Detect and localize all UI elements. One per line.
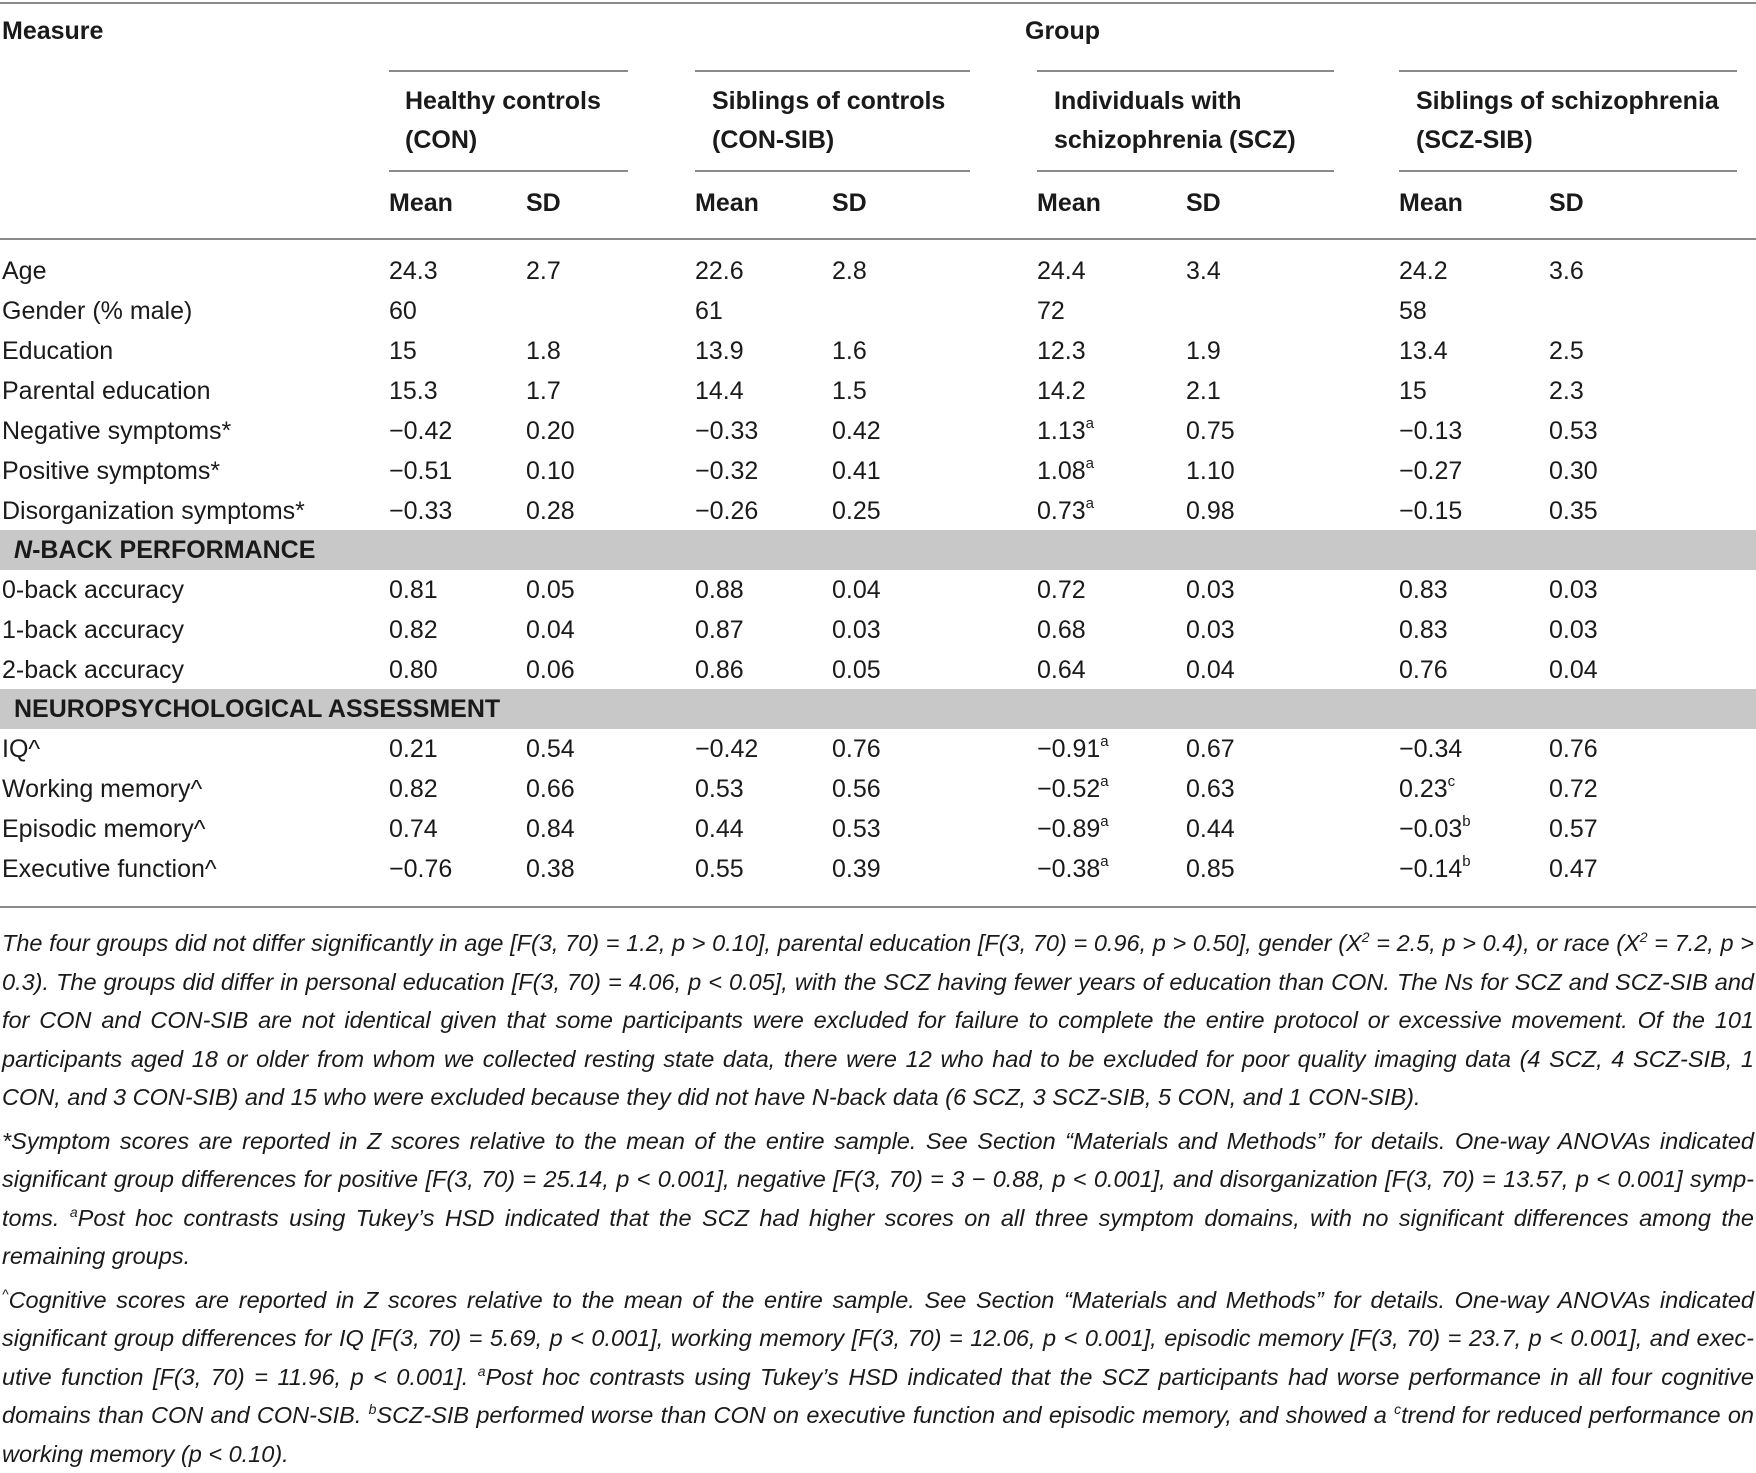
row-label: Positive symptoms* bbox=[2, 451, 220, 491]
footnote-text: Post hoc contrasts using Tukey’s HSD indicated that the SCZ participants had worse performance in all four cognitive domains than CON and CON-SIB. bbox=[2, 1364, 1754, 1429]
sd-value: 0.41 bbox=[832, 451, 881, 491]
mean-value: −0.91$^a$ bbox=[1037, 729, 1109, 769]
mean-value: 1.13$^a$ bbox=[1037, 411, 1094, 451]
mean-value: 15 bbox=[1399, 371, 1427, 411]
footnote-marker: 2 bbox=[1640, 929, 1648, 945]
sd-value: 0.04 bbox=[1186, 650, 1235, 690]
mean-header: Mean bbox=[389, 184, 453, 223]
mean-value: 0.55 bbox=[695, 849, 744, 889]
sd-value: 0.66 bbox=[526, 769, 575, 809]
sd-value: 0.54 bbox=[526, 729, 575, 769]
row-label: Age bbox=[2, 251, 46, 291]
sd-value: 0.63 bbox=[1186, 769, 1235, 809]
sd-value: 0.03 bbox=[1549, 610, 1598, 650]
mean-value: −0.42 bbox=[389, 411, 452, 451]
sd-value: 0.38 bbox=[526, 849, 575, 889]
sd-value: 0.25 bbox=[832, 491, 881, 531]
footnote-marker: ^ bbox=[2, 1286, 9, 1302]
mean-header: Mean bbox=[1399, 184, 1463, 223]
footnote-marker: a bbox=[1086, 495, 1094, 512]
mean-value: 0.83 bbox=[1399, 610, 1448, 650]
sd-value: 1.8 bbox=[526, 331, 561, 371]
sd-value: 0.10 bbox=[526, 451, 575, 491]
mean-value: 0.53 bbox=[695, 769, 744, 809]
sd-value: 0.67 bbox=[1186, 729, 1235, 769]
mean-value: 24.4 bbox=[1037, 251, 1086, 291]
group-scz-sib-title: Siblings of schizophrenia (SCZ-SIB) bbox=[1416, 82, 1719, 160]
row-label: 2-back accuracy bbox=[2, 650, 184, 690]
mean-value: −0.15 bbox=[1399, 491, 1462, 531]
sd-value: 0.57 bbox=[1549, 809, 1598, 849]
mean-value: −0.27 bbox=[1399, 451, 1462, 491]
mean-value: −0.33 bbox=[695, 411, 758, 451]
row-label: 1-back accuracy bbox=[2, 610, 184, 650]
mean-value: 0.23$^c$ bbox=[1399, 769, 1455, 809]
header-bottom-rule bbox=[0, 238, 1756, 240]
group-header: Group bbox=[1025, 12, 1100, 51]
mean-value: 61 bbox=[695, 291, 723, 331]
sd-value: 0.76 bbox=[832, 729, 881, 769]
row-label: Episodic memory^ bbox=[2, 809, 205, 849]
row-label: IQ^ bbox=[2, 729, 40, 769]
footnote-marker: c bbox=[1394, 1401, 1401, 1417]
mean-value: 0.44 bbox=[695, 809, 744, 849]
sd-value: 2.3 bbox=[1549, 371, 1584, 411]
sd-value: 0.05 bbox=[832, 650, 881, 690]
sd-value: 0.85 bbox=[1186, 849, 1235, 889]
footnote-marker: a bbox=[1100, 853, 1108, 870]
footnote-marker: a bbox=[70, 1204, 78, 1220]
mean-value: 0.76 bbox=[1399, 650, 1448, 690]
row-label: Education bbox=[2, 331, 113, 371]
sd-value: 0.03 bbox=[1549, 570, 1598, 610]
sd-value: 0.42 bbox=[832, 411, 881, 451]
table-bottom-rule bbox=[0, 906, 1756, 908]
group-rule bbox=[695, 70, 970, 72]
sd-value: 2.1 bbox=[1186, 371, 1221, 411]
footnote-marker: a bbox=[1100, 813, 1108, 830]
mean-value: −0.03$^b$ bbox=[1399, 809, 1471, 849]
mean-value: −0.51 bbox=[389, 451, 452, 491]
mean-value: 0.81 bbox=[389, 570, 438, 610]
measure-header: Measure bbox=[2, 12, 103, 51]
group-rule bbox=[389, 70, 628, 72]
sd-value: 1.9 bbox=[1186, 331, 1221, 371]
footnote-marker: a bbox=[1086, 455, 1094, 472]
mean-value: 0.64 bbox=[1037, 650, 1086, 690]
mean-value: −0.32 bbox=[695, 451, 758, 491]
footnote-marker: 2 bbox=[1362, 929, 1370, 945]
sd-value: 1.6 bbox=[832, 331, 867, 371]
group-rule bbox=[1037, 70, 1334, 72]
mean-value: −0.26 bbox=[695, 491, 758, 531]
sd-value: 0.53 bbox=[1549, 411, 1598, 451]
footnote-text: SCZ-SIB performed worse than CON on executive function and episodic memory, and showed a bbox=[376, 1402, 1394, 1428]
footnote-text: = 2.5, p > 0.4), or race (X bbox=[1370, 930, 1640, 956]
group-con-sib-title: Siblings of controls (CON-SIB) bbox=[712, 82, 945, 160]
group-rule bbox=[1399, 70, 1737, 72]
sd-value: 0.05 bbox=[526, 570, 575, 610]
mean-value: 0.86 bbox=[695, 650, 744, 690]
mean-value: 72 bbox=[1037, 291, 1065, 331]
mean-value: −0.13 bbox=[1399, 411, 1462, 451]
sd-value: 0.04 bbox=[526, 610, 575, 650]
mean-value: 12.3 bbox=[1037, 331, 1086, 371]
mean-value: 0.74 bbox=[389, 809, 438, 849]
mean-value: 14.4 bbox=[695, 371, 744, 411]
sd-header: SD bbox=[1549, 184, 1584, 223]
mean-value: −0.89$^a$ bbox=[1037, 809, 1109, 849]
mean-value: 0.88 bbox=[695, 570, 744, 610]
sd-value: 1.10 bbox=[1186, 451, 1235, 491]
sd-value: 0.53 bbox=[832, 809, 881, 849]
sd-value: 0.98 bbox=[1186, 491, 1235, 531]
sd-header: SD bbox=[526, 184, 561, 223]
mean-value: 0.68 bbox=[1037, 610, 1086, 650]
sd-value: 0.39 bbox=[832, 849, 881, 889]
row-label: Gender (% male) bbox=[2, 291, 192, 331]
sd-value: 0.84 bbox=[526, 809, 575, 849]
sd-value: 1.7 bbox=[526, 371, 561, 411]
mean-value: 22.6 bbox=[695, 251, 744, 291]
sd-value: 0.75 bbox=[1186, 411, 1235, 451]
footnote-text: Post hoc contrasts using Tukey’s HSD indicated that the SCZ had higher scores on all three symptom domains, with no significant differences among the remaining groups. bbox=[2, 1205, 1754, 1270]
footnote-text: The four groups did not differ significantly in age [F(3, 70) = 1.2, p > 0.10], parental education [F(3, 70) = 0.96, p > 0.50], gender (X bbox=[2, 930, 1362, 956]
mean-value: −0.42 bbox=[695, 729, 758, 769]
group-con-title: Healthy controls (CON) bbox=[405, 82, 601, 160]
mean-value: 15 bbox=[389, 331, 417, 371]
sd-value: 2.7 bbox=[526, 251, 561, 291]
mean-value: 58 bbox=[1399, 291, 1427, 331]
footnote-paragraph bbox=[2, 924, 1754, 1117]
sd-value: 2.8 bbox=[832, 251, 867, 291]
sd-value: 0.47 bbox=[1549, 849, 1598, 889]
sd-header: SD bbox=[832, 184, 867, 223]
footnote-paragraph bbox=[2, 1122, 1754, 1276]
table-footnotes bbox=[2, 924, 1754, 1473]
footnote-marker: b bbox=[1462, 813, 1470, 830]
group-subrule bbox=[695, 170, 970, 172]
sd-value: 0.44 bbox=[1186, 809, 1235, 849]
footnote-text: *Symptom scores are reported in Z scores relative to the mean of the entire sample. See Section “Materials and Methods” for details. One-way ANOVAs indicated significant group differences for positive [F(3, 70) = 25.14, p < 0.001], negative [F(3, 70) = 3 − 0.88, p < 0.001], and disorganization [F(3, 70) = 13.57, p < 0.001] symptoms. bbox=[2, 1128, 1754, 1231]
mean-value: 60 bbox=[389, 291, 417, 331]
sd-header: SD bbox=[1186, 184, 1221, 223]
row-label: Executive function^ bbox=[2, 849, 217, 889]
mean-value: 14.2 bbox=[1037, 371, 1086, 411]
sd-value: 0.03 bbox=[832, 610, 881, 650]
mean-header: Mean bbox=[695, 184, 759, 223]
mean-value: 0.82 bbox=[389, 769, 438, 809]
sd-value: 0.30 bbox=[1549, 451, 1598, 491]
group-scz-title: Individuals with schizophrenia (SCZ) bbox=[1054, 82, 1296, 160]
mean-value: 0.82 bbox=[389, 610, 438, 650]
sd-value: 0.35 bbox=[1549, 491, 1598, 531]
mean-value: 24.2 bbox=[1399, 251, 1448, 291]
footnote-text: Cognitive scores are reported in Z scores relative to the mean of the entire sample. See Section “Materials and Methods” for details. One-way ANOVAs indicated significant group differences for IQ [F(3, 70) = 5.69, p < 0.001], working memory [F(3, 70) = 12.06, p < 0.001], episodic memory [F(3, 70) = 23.7, p < 0.001], and executive function [F(3, 70) = 11.96, p < 0.001]. bbox=[2, 1287, 1754, 1390]
sd-value: 3.6 bbox=[1549, 251, 1584, 291]
footnote-marker: b bbox=[1462, 853, 1470, 870]
sd-value: 0.04 bbox=[832, 570, 881, 610]
sd-value: 0.04 bbox=[1549, 650, 1598, 690]
footnote-marker: a bbox=[1086, 415, 1094, 432]
row-label: 0-back accuracy bbox=[2, 570, 184, 610]
mean-value: −0.14$^b$ bbox=[1399, 849, 1471, 889]
sd-value: 0.76 bbox=[1549, 729, 1598, 769]
footnote-marker: b bbox=[369, 1401, 377, 1417]
mean-value: −0.33 bbox=[389, 491, 452, 531]
mean-value: −0.38$^a$ bbox=[1037, 849, 1109, 889]
mean-value: 0.21 bbox=[389, 729, 438, 769]
sd-value: 0.56 bbox=[832, 769, 881, 809]
mean-value: 0.72 bbox=[1037, 570, 1086, 610]
mean-value: 0.87 bbox=[695, 610, 744, 650]
sd-value: 0.06 bbox=[526, 650, 575, 690]
group-subrule bbox=[1037, 170, 1334, 172]
row-label: Parental education bbox=[2, 371, 210, 411]
group-subrule bbox=[389, 170, 628, 172]
sd-value: 2.5 bbox=[1549, 331, 1584, 371]
row-label: Negative symptoms* bbox=[2, 411, 231, 451]
sd-value: 0.72 bbox=[1549, 769, 1598, 809]
mean-value: 0.83 bbox=[1399, 570, 1448, 610]
mean-value: 0.73$^a$ bbox=[1037, 491, 1094, 531]
mean-value: −0.34 bbox=[1399, 729, 1462, 769]
footnote-marker: a bbox=[478, 1363, 486, 1379]
row-label: Disorganization symptoms* bbox=[2, 491, 305, 531]
mean-value: 13.4 bbox=[1399, 331, 1448, 371]
mean-value: 15.3 bbox=[389, 371, 438, 411]
mean-value: 0.80 bbox=[389, 650, 438, 690]
sd-value: 0.03 bbox=[1186, 610, 1235, 650]
sd-value: 3.4 bbox=[1186, 251, 1221, 291]
mean-value: −0.76 bbox=[389, 849, 452, 889]
footnote-marker: a bbox=[1100, 733, 1108, 750]
mean-value: 13.9 bbox=[695, 331, 744, 371]
section-nback-title: N-BACK PERFORMANCE bbox=[14, 530, 315, 570]
row-label: Working memory^ bbox=[2, 769, 202, 809]
sd-value: 0.03 bbox=[1186, 570, 1235, 610]
sd-value: 0.28 bbox=[526, 491, 575, 531]
footnote-marker: c bbox=[1448, 773, 1456, 790]
mean-value: 24.3 bbox=[389, 251, 438, 291]
mean-value: 1.08$^a$ bbox=[1037, 451, 1094, 491]
sd-value: 1.5 bbox=[832, 371, 867, 411]
mean-header: Mean bbox=[1037, 184, 1101, 223]
footnote-marker: a bbox=[1100, 773, 1108, 790]
mean-value: −0.52$^a$ bbox=[1037, 769, 1109, 809]
footnote-paragraph bbox=[2, 1281, 1754, 1473]
footnote-text: trend for reduced performance on working memory (p < 0.10). bbox=[2, 1402, 1754, 1467]
table-top-rule bbox=[0, 2, 1756, 4]
sd-value: 0.20 bbox=[526, 411, 575, 451]
group-subrule bbox=[1399, 170, 1737, 172]
footnote-text: = 7.2, p > 0.3). The groups did differ in personal education [F(3, 70) = 4.06, p < 0.05], with the SCZ having fewer years of education than CON. The Ns for SCZ and SCZ-SIB and for CON and CON-SIB are not identical given that some participants were excluded for failure to complete the entire protocol or excessive movement. Of the 101 participants aged 18 or older from whom we collected resting state data, there were 12 who had to be excluded for poor quality imaging data (4 SCZ, 4 SCZ-SIB, 1 CON, and 3 CON-SIB) and 15 who were excluded because they did not have N-back data (6 SCZ, 3 SCZ-SIB, 5 CON, and 1 CON-SIB). bbox=[2, 930, 1754, 1110]
section-neuro-title: NEUROPSYCHOLOGICAL ASSESSMENT bbox=[14, 689, 500, 729]
